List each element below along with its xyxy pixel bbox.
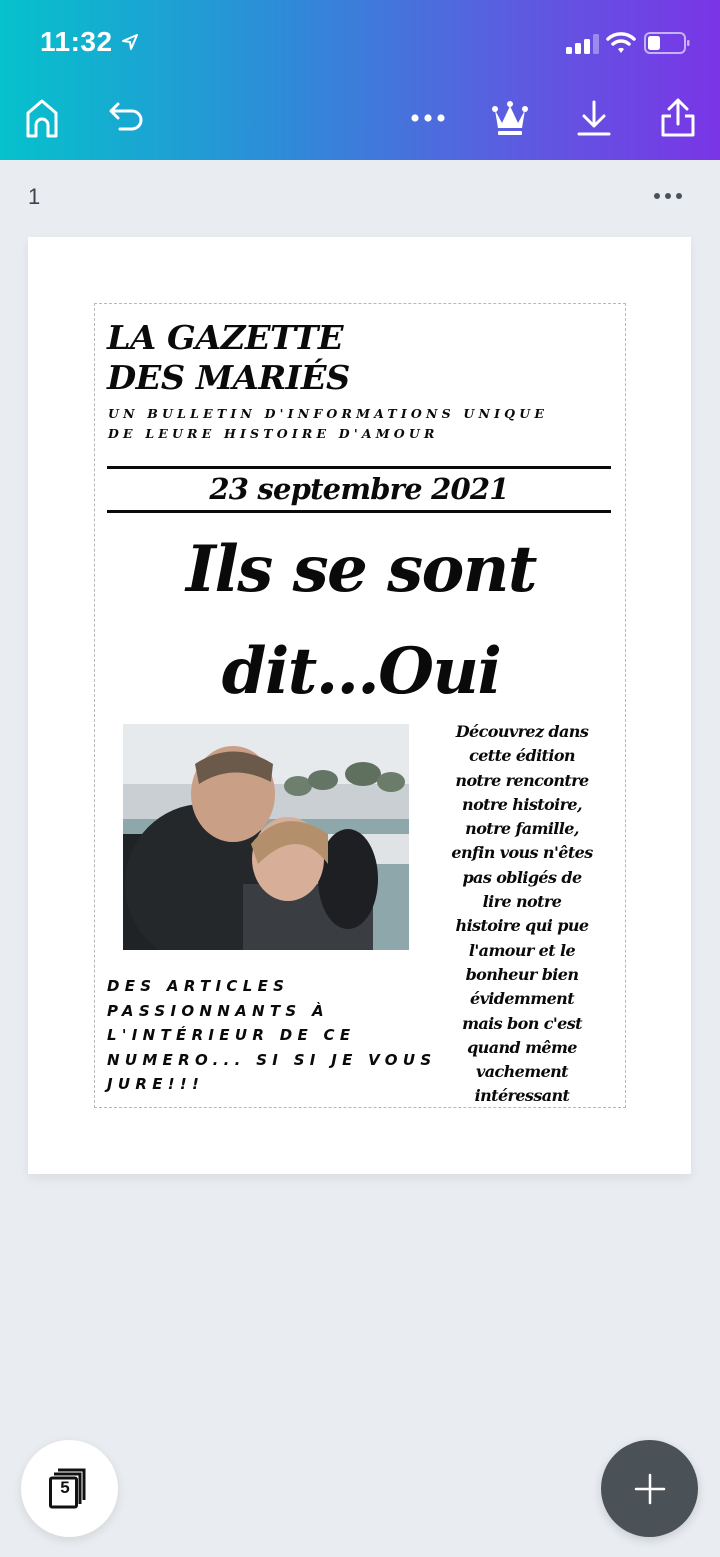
- plus-icon: [634, 1473, 666, 1505]
- teaser-caps-text[interactable]: DES ARTICLES PASSIONNANTS À L'INTÉRIEUR DE CE NUMERO... SI SI JE VOUS JURE!!!: [107, 977, 437, 1093]
- undo-button[interactable]: [106, 96, 146, 140]
- pages-count: 5: [60, 1478, 70, 1497]
- pages-button[interactable]: [21, 1440, 118, 1537]
- premium-button[interactable]: [490, 96, 530, 140]
- top-bar: [0, 0, 720, 160]
- share-button[interactable]: [658, 96, 698, 140]
- page-more-icon[interactable]: [648, 186, 688, 206]
- headline-line-2[interactable]: dit...Oui: [221, 634, 501, 709]
- selected-design-group[interactable]: [94, 303, 626, 1108]
- download-icon: [574, 96, 614, 140]
- crown-icon: [490, 96, 530, 140]
- undo-icon: [106, 96, 146, 140]
- side-column-text[interactable]: Découvrez dans cette édition notre rencontre notre histoire, notre famille, enfin vous n'êtes pas obligés de lire notre histoire qui pue l'amour et le bonheur bien évidemment mais bon c'est quand même vachement intéressant: [451, 722, 593, 1106]
- design-canvas[interactable]: [28, 237, 691, 1174]
- battery-icon: [644, 32, 690, 54]
- more-button[interactable]: [408, 96, 448, 140]
- headline-line-1[interactable]: Ils se sont: [186, 532, 536, 607]
- location-arrow-icon: [120, 32, 140, 52]
- divider-bottom: [107, 510, 611, 513]
- newsletter-title[interactable]: LA GAZETTE DES MARIÉS: [107, 318, 350, 397]
- issue-date[interactable]: 23 septembre 2021: [209, 472, 509, 506]
- more-icon: [408, 96, 448, 140]
- couple-photo[interactable]: [123, 724, 409, 950]
- share-icon: [658, 96, 698, 140]
- page-number: 1: [28, 184, 41, 209]
- home-button[interactable]: [22, 96, 62, 140]
- wifi-icon: [606, 31, 636, 55]
- status-time: 11:32: [40, 26, 113, 57]
- download-button[interactable]: [574, 96, 614, 140]
- home-icon: [22, 96, 62, 140]
- divider-top: [107, 466, 611, 469]
- newsletter-subtitle[interactable]: UN BULLETIN D'INFORMATIONS UNIQUE DE LEURE HISTOIRE D'AMOUR: [108, 406, 549, 441]
- signal-icon: [566, 34, 600, 54]
- photo-image: [123, 724, 409, 950]
- add-page-button[interactable]: [601, 1440, 698, 1537]
